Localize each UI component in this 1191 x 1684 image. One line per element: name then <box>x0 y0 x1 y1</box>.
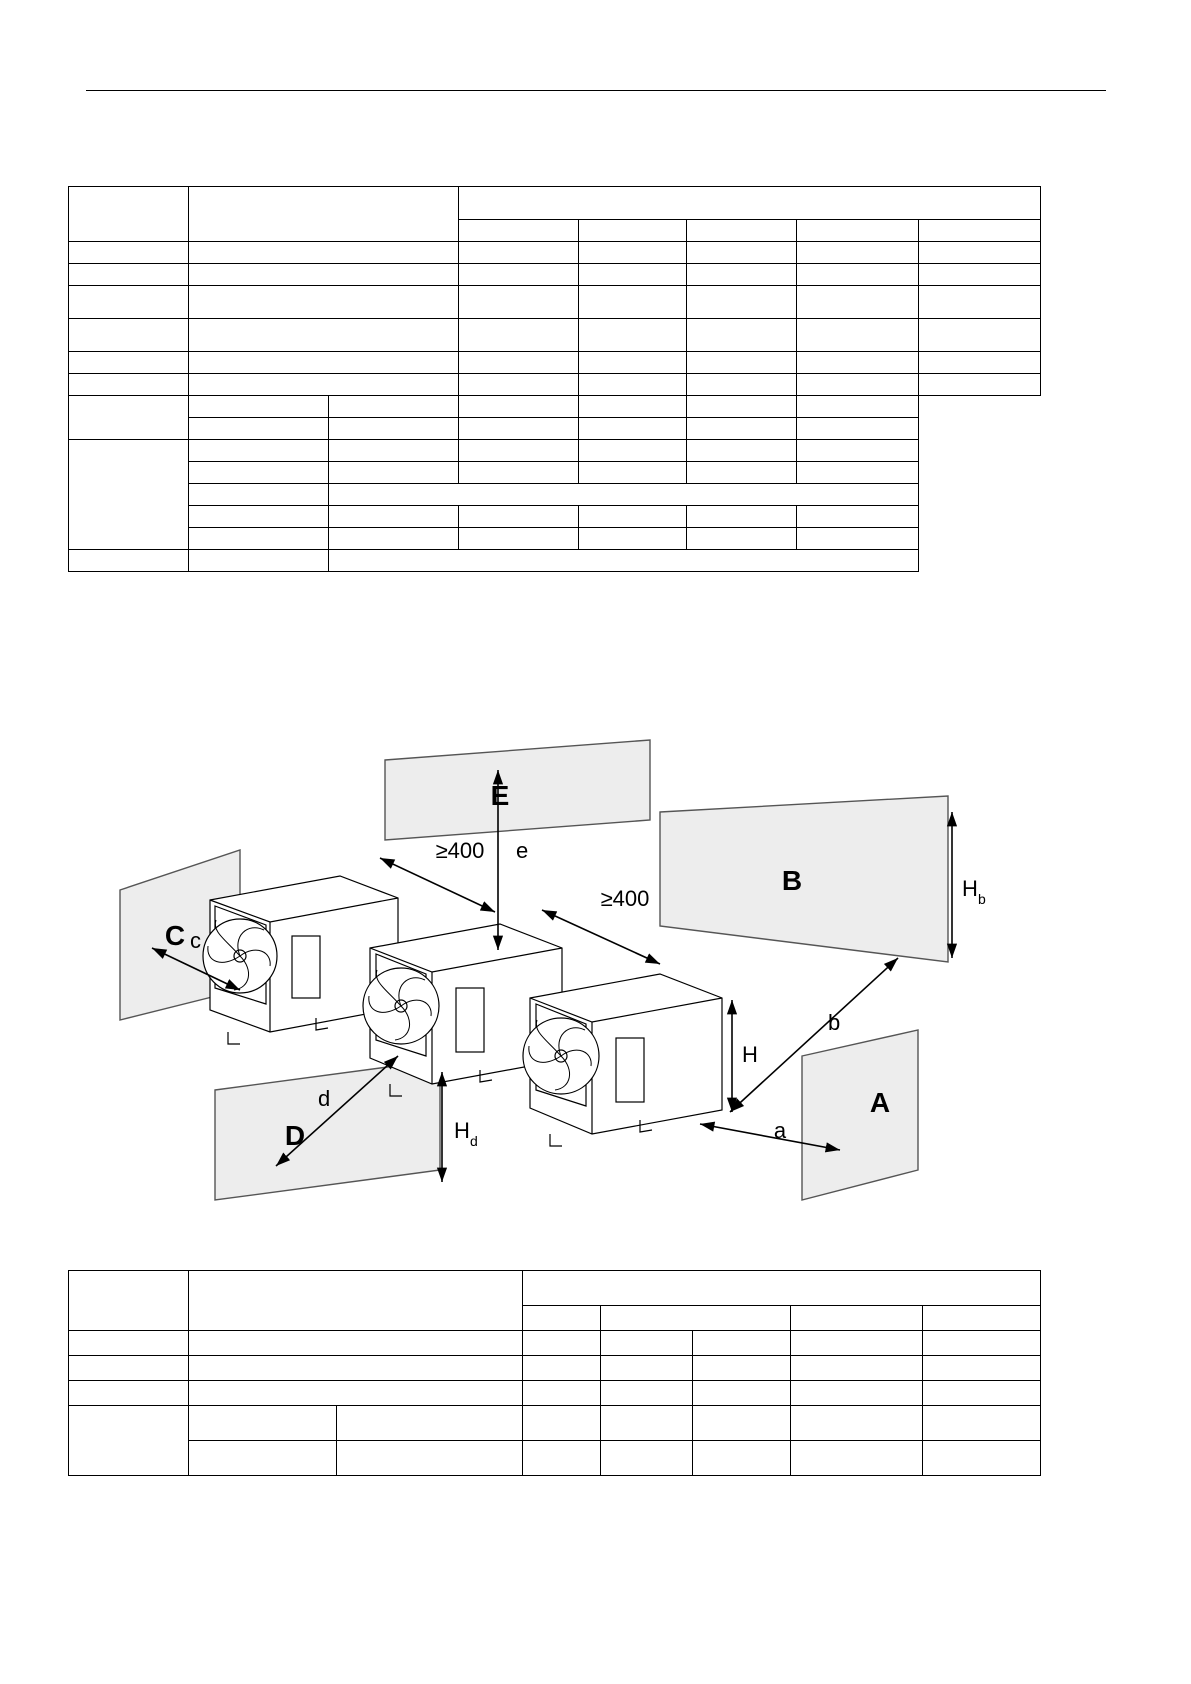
table-row <box>69 352 1041 374</box>
table-cell <box>579 220 687 242</box>
table-cell <box>797 319 919 352</box>
table-row <box>69 484 1041 506</box>
bottom-specification-table <box>68 1270 1041 1476</box>
table-cell <box>687 352 797 374</box>
top-specification-table <box>68 186 1041 572</box>
table-cell <box>601 1356 693 1381</box>
table-cell <box>69 1406 189 1476</box>
table-cell <box>459 374 579 396</box>
table-cell <box>523 1356 601 1381</box>
table-cell <box>923 1381 1041 1406</box>
dimension-label-400-top: ≥400 <box>435 838 485 863</box>
table-cell <box>189 550 329 572</box>
table-cell <box>189 242 459 264</box>
dimension-label-hd: H <box>454 1118 470 1143</box>
table-cell <box>189 286 459 319</box>
table-cell <box>797 286 919 319</box>
table-row <box>69 550 1041 572</box>
panel-e-label: E <box>490 780 510 811</box>
table-cell <box>189 396 329 418</box>
table-cell <box>189 374 459 396</box>
panel-a-label: A <box>869 1087 891 1118</box>
table-row <box>69 418 1041 440</box>
table-cell <box>687 319 797 352</box>
table-cell <box>687 528 797 550</box>
table-cell <box>69 264 189 286</box>
table-cell <box>69 242 189 264</box>
table-cell <box>579 242 687 264</box>
table-cell <box>687 220 797 242</box>
table-row <box>69 319 1041 352</box>
table-cell <box>189 187 459 242</box>
table-cell <box>69 187 189 242</box>
table-cell <box>523 1381 601 1406</box>
panel-c-label: C <box>164 920 186 951</box>
table-cell <box>69 319 189 352</box>
table-cell <box>923 1331 1041 1356</box>
table-cell <box>69 440 189 550</box>
table-cell <box>189 352 459 374</box>
table-cell <box>693 1356 791 1381</box>
panel-e <box>385 740 650 840</box>
table-cell <box>189 1406 337 1441</box>
table-cell <box>459 506 579 528</box>
table-row <box>69 264 1041 286</box>
table-cell <box>579 506 687 528</box>
table-row <box>69 462 1041 484</box>
table-cell <box>579 319 687 352</box>
table-cell <box>601 1306 791 1331</box>
table-row <box>69 286 1041 319</box>
table-cell <box>919 374 1041 396</box>
table-cell <box>693 1406 791 1441</box>
table-cell <box>579 374 687 396</box>
table-cell <box>791 1381 923 1406</box>
table-row <box>69 1331 1041 1356</box>
table-cell <box>797 396 919 418</box>
table-cell <box>923 1306 1041 1331</box>
table-cell <box>459 319 579 352</box>
table-cell <box>579 396 687 418</box>
table-cell <box>919 264 1041 286</box>
panel-d <box>215 1060 440 1200</box>
table-cell <box>69 1271 189 1331</box>
table-cell <box>919 352 1041 374</box>
table-cell <box>693 1381 791 1406</box>
table-cell <box>337 1441 523 1476</box>
table-cell <box>459 242 579 264</box>
table-cell <box>791 1331 923 1356</box>
table-cell <box>69 550 189 572</box>
table-cell <box>797 242 919 264</box>
table-cell <box>69 286 189 319</box>
table-cell <box>523 1441 601 1476</box>
table-cell <box>923 1356 1041 1381</box>
table-cell <box>69 396 189 440</box>
table-cell <box>189 1271 523 1331</box>
table-cell <box>687 418 797 440</box>
table-cell <box>189 1381 523 1406</box>
table-cell <box>791 1356 923 1381</box>
table-row <box>69 1441 1041 1476</box>
table-row <box>69 528 1041 550</box>
table-cell <box>693 1331 791 1356</box>
table-cell <box>687 506 797 528</box>
table-cell <box>329 396 459 418</box>
table-cell <box>329 506 459 528</box>
table-cell <box>579 528 687 550</box>
table-row <box>69 1356 1041 1381</box>
header-divider <box>86 90 1106 91</box>
table-cell <box>459 396 579 418</box>
table-cell <box>189 462 329 484</box>
table-cell <box>791 1441 923 1476</box>
table-row <box>69 440 1041 462</box>
table-cell <box>797 506 919 528</box>
table-cell <box>459 286 579 319</box>
table-cell <box>579 418 687 440</box>
outdoor-unit-3 <box>523 974 722 1146</box>
table-cell <box>189 484 329 506</box>
table-cell <box>189 319 459 352</box>
table-cell <box>69 1331 189 1356</box>
table-cell <box>687 396 797 418</box>
dimension-label-a: a <box>773 1118 787 1143</box>
table-cell <box>797 374 919 396</box>
table-cell <box>69 1381 189 1406</box>
dimension-label-b: b <box>828 1010 841 1035</box>
table-row <box>69 1271 1041 1306</box>
table-cell <box>797 440 919 462</box>
table-cell <box>797 462 919 484</box>
table-cell <box>687 242 797 264</box>
table-cell <box>919 319 1041 352</box>
dimension-label-hb: H <box>962 876 978 901</box>
table-cell <box>459 352 579 374</box>
installation-clearance-diagram <box>80 700 1110 1260</box>
table-cell <box>189 418 329 440</box>
table-cell <box>797 220 919 242</box>
table-cell <box>459 220 579 242</box>
dimension-label-hd-sub: d <box>470 1133 478 1149</box>
table-cell <box>797 264 919 286</box>
table-row <box>69 1381 1041 1406</box>
table-cell <box>69 1356 189 1381</box>
table-cell <box>189 1356 523 1381</box>
table-cell <box>329 484 919 506</box>
table-cell <box>329 528 459 550</box>
table-cell <box>797 418 919 440</box>
dimension-label-d: d <box>318 1086 331 1111</box>
table-row <box>69 242 1041 264</box>
table-cell <box>687 264 797 286</box>
table-cell <box>797 352 919 374</box>
table-cell <box>523 1306 601 1331</box>
table-cell <box>601 1331 693 1356</box>
table-cell <box>189 264 459 286</box>
table-cell <box>459 440 579 462</box>
table-cell <box>797 528 919 550</box>
dimension-label-hb-sub: b <box>978 891 986 907</box>
table-cell <box>189 528 329 550</box>
table-cell <box>579 352 687 374</box>
table-cell <box>579 440 687 462</box>
dimension-label-400-middle: ≥400 <box>600 886 650 911</box>
table-row <box>69 396 1041 418</box>
table-cell <box>579 264 687 286</box>
dimension-label-c: c <box>190 928 201 953</box>
table-cell <box>601 1381 693 1406</box>
table-cell <box>791 1406 923 1441</box>
table-cell <box>523 1331 601 1356</box>
panel-d-label: D <box>284 1120 306 1151</box>
panel-b-label: B <box>781 865 803 896</box>
table-cell <box>601 1406 693 1441</box>
table-cell <box>919 286 1041 319</box>
table-cell <box>459 528 579 550</box>
table-cell <box>329 462 459 484</box>
table-cell <box>189 1441 337 1476</box>
table-cell <box>69 352 189 374</box>
table-cell <box>687 462 797 484</box>
table-cell <box>329 418 459 440</box>
table-cell <box>329 440 459 462</box>
table-row <box>69 187 1041 220</box>
table-cell <box>693 1441 791 1476</box>
table-cell <box>791 1306 923 1331</box>
table-cell <box>459 418 579 440</box>
table-cell <box>523 1271 1041 1306</box>
table-cell <box>189 506 329 528</box>
table-cell <box>687 286 797 319</box>
dimension-label-e: e <box>516 838 529 863</box>
table-cell <box>523 1406 601 1441</box>
panel-b <box>660 796 948 962</box>
table-cell <box>459 187 1041 220</box>
table-cell <box>923 1441 1041 1476</box>
table-cell <box>459 264 579 286</box>
table-cell <box>579 286 687 319</box>
table-cell <box>189 440 329 462</box>
table-cell <box>919 242 1041 264</box>
table-cell <box>579 462 687 484</box>
table-cell <box>923 1406 1041 1441</box>
table-cell <box>329 550 919 572</box>
table-cell <box>337 1406 523 1441</box>
table-cell <box>69 374 189 396</box>
table-cell <box>687 374 797 396</box>
table-row <box>69 506 1041 528</box>
table-cell <box>687 440 797 462</box>
table-row <box>69 1406 1041 1441</box>
table-row <box>69 374 1041 396</box>
table-cell <box>189 1331 523 1356</box>
panel-a <box>802 1030 918 1200</box>
table-cell <box>919 220 1041 242</box>
dimension-label-h: H <box>742 1042 758 1067</box>
table-cell <box>601 1441 693 1476</box>
table-cell <box>459 462 579 484</box>
